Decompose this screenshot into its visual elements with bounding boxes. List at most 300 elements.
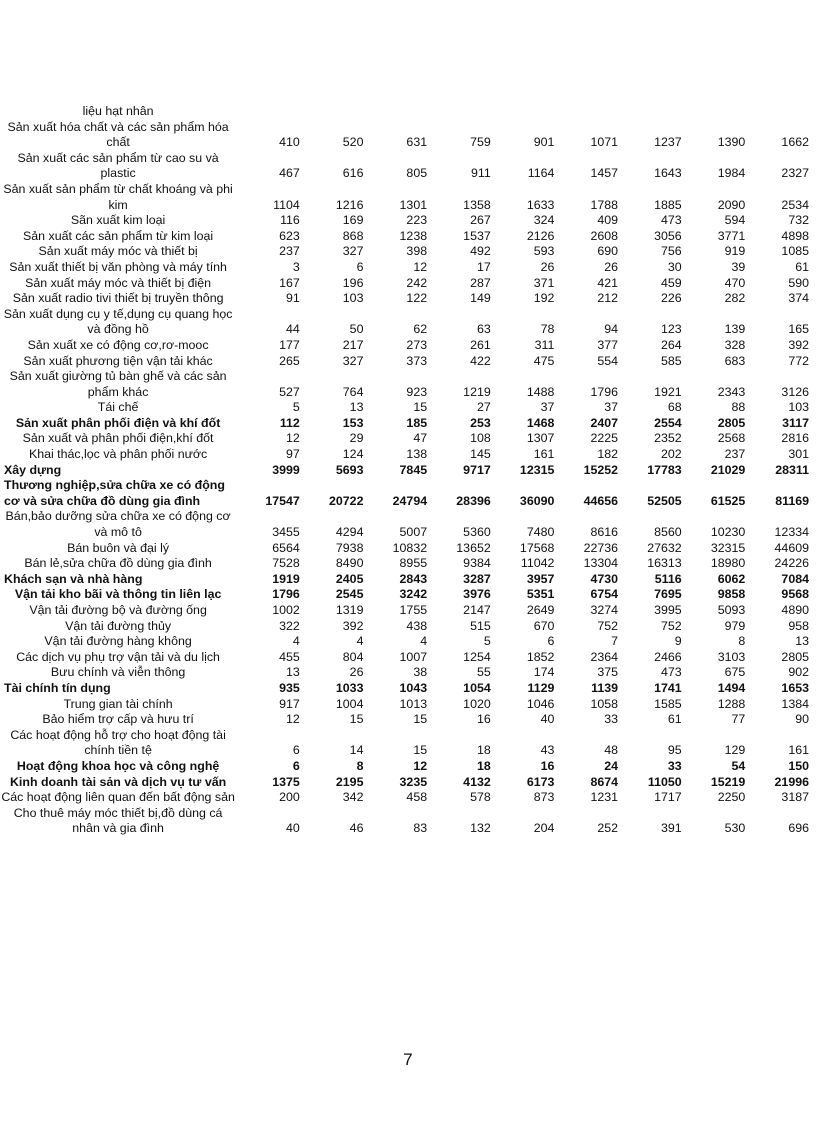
row-value: 8 xyxy=(738,634,746,649)
row-value: 1129 xyxy=(527,680,555,695)
row-value: 752 xyxy=(660,618,682,633)
row-value: 1796 xyxy=(272,587,300,602)
statistics-table-container xyxy=(0,104,816,837)
row-value: 7 xyxy=(611,634,619,649)
row-value: 8 xyxy=(356,758,364,773)
table-row xyxy=(0,665,813,681)
row-label: liệu hạt nhân xyxy=(82,104,154,118)
row-label: Sản xuất và phân phối điện,khí đốt xyxy=(22,431,214,446)
row-value: 252 xyxy=(597,821,619,836)
row-value: 223 xyxy=(406,213,428,228)
table-row xyxy=(0,587,813,603)
row-value: 204 xyxy=(533,821,555,836)
row-value: 873 xyxy=(533,790,555,805)
row-value: 1301 xyxy=(399,197,428,212)
table-row xyxy=(0,260,813,276)
row-value: 5 xyxy=(483,634,491,649)
row-value: 261 xyxy=(470,337,491,352)
row-value: 1216 xyxy=(335,197,364,212)
row-value: 1054 xyxy=(463,680,491,695)
row-value: 103 xyxy=(788,400,809,415)
row-value: 3287 xyxy=(463,571,491,586)
row-value: 409 xyxy=(597,213,619,228)
row-value: 2805 xyxy=(781,649,809,664)
table-row xyxy=(0,775,813,791)
row-value: 24 xyxy=(604,758,619,773)
row-value: 6 xyxy=(547,634,555,649)
row-value: 149 xyxy=(470,291,491,306)
row-value: 81169 xyxy=(775,493,809,508)
row-label: Sản xuất radio tivi thiết bị truyền thông xyxy=(12,291,224,306)
row-value: 5093 xyxy=(717,603,746,617)
row-label: Sản xuất thiết bị văn phòng và máy tính xyxy=(9,259,227,274)
row-value: 88 xyxy=(731,400,746,415)
row-value: 919 xyxy=(724,244,746,259)
row-value: 6 xyxy=(292,743,300,758)
table-row xyxy=(0,416,813,432)
row-label: Bưu chính và viễn thông xyxy=(50,665,186,680)
row-label: Hoạt động khoa học và công nghệ xyxy=(16,758,220,773)
row-value: 2327 xyxy=(781,166,809,181)
row-value: 15252 xyxy=(583,462,619,477)
row-value xyxy=(304,104,368,120)
row-label: Trung gian tài chính xyxy=(63,696,173,711)
row-value: 237 xyxy=(724,447,746,462)
row-value: 150 xyxy=(788,758,809,773)
row-value: 3 xyxy=(292,259,300,274)
row-value: 62 xyxy=(413,322,428,337)
row-value: 520 xyxy=(342,135,364,150)
row-value: 328 xyxy=(724,337,746,352)
row-value: 2364 xyxy=(590,649,619,664)
row-value: 26 xyxy=(604,259,619,274)
row-value: 2805 xyxy=(717,415,746,430)
row-value: 1002 xyxy=(272,603,300,617)
row-value: 5116 xyxy=(654,571,682,586)
row-value: 1058 xyxy=(590,696,619,711)
row-value: 145 xyxy=(470,447,491,462)
row-value xyxy=(622,104,686,120)
row-value: 40 xyxy=(286,821,300,836)
row-value: 1488 xyxy=(526,384,555,399)
row-value: 94 xyxy=(604,322,619,337)
page-number: 7 xyxy=(403,1050,413,1069)
row-value: 1390 xyxy=(717,135,746,150)
row-value: 5693 xyxy=(335,462,364,477)
row-value: 2568 xyxy=(717,431,746,446)
row-value: 421 xyxy=(597,275,619,290)
row-value: 29 xyxy=(349,431,364,446)
table-row xyxy=(0,463,813,479)
row-value: 124 xyxy=(342,447,364,462)
row-value: 1238 xyxy=(399,228,428,243)
row-label: Bán buôn và đại lý xyxy=(67,540,170,555)
row-value: 112 xyxy=(279,415,300,430)
row-value: 1984 xyxy=(717,166,746,181)
row-value: 12315 xyxy=(519,462,555,477)
row-value: 153 xyxy=(342,415,364,430)
row-value: 4 xyxy=(420,634,428,649)
row-label: Khách sạn và nhà hàng xyxy=(4,571,143,586)
row-value: 139 xyxy=(724,322,746,337)
row-value: 7528 xyxy=(272,556,300,571)
row-value: 1468 xyxy=(526,415,555,430)
row-value: 6062 xyxy=(717,571,746,586)
row-value: 422 xyxy=(470,353,491,368)
row-value: 470 xyxy=(724,275,746,290)
row-value: 578 xyxy=(470,790,491,805)
row-label: Thương nghiệp,sửa chữa xe có động cơ và sửa chữa đồ dùng gia đình xyxy=(4,478,225,508)
table-row xyxy=(0,307,813,338)
table-row xyxy=(0,541,813,557)
row-value: 217 xyxy=(342,337,364,352)
row-value: 2545 xyxy=(335,587,364,602)
row-value: 3274 xyxy=(590,603,619,617)
row-value: 138 xyxy=(406,447,428,462)
row-value: 77 xyxy=(731,712,746,727)
row-value: 108 xyxy=(470,431,491,446)
row-value: 16313 xyxy=(647,556,682,571)
row-value: 16 xyxy=(476,712,491,727)
row-value: 5007 xyxy=(399,525,428,540)
table-row xyxy=(0,447,813,463)
row-value: 273 xyxy=(406,337,428,352)
row-value: 10832 xyxy=(392,540,428,555)
row-value: 6 xyxy=(292,758,300,773)
row-value: 515 xyxy=(470,618,491,633)
row-value: 196 xyxy=(342,275,364,290)
row-value: 2554 xyxy=(654,415,682,430)
row-value: 1288 xyxy=(717,696,746,711)
table-row xyxy=(0,728,813,759)
row-value: 4 xyxy=(356,634,364,649)
row-value: 202 xyxy=(660,447,682,462)
row-value: 21029 xyxy=(710,462,746,477)
row-value: 15 xyxy=(349,712,364,727)
row-value: 61 xyxy=(795,259,809,274)
row-value: 22736 xyxy=(583,540,619,555)
row-value xyxy=(686,104,750,120)
row-value: 185 xyxy=(406,415,428,430)
row-value: 2195 xyxy=(335,774,364,789)
table-row xyxy=(0,276,813,292)
row-value: 1885 xyxy=(654,197,682,212)
row-value: 8955 xyxy=(399,556,428,571)
row-value: 1494 xyxy=(717,680,746,695)
row-value: 391 xyxy=(660,821,682,836)
row-value: 177 xyxy=(279,337,300,352)
row-value: 398 xyxy=(406,244,428,259)
row-value: 43 xyxy=(540,743,555,758)
row-value: 3187 xyxy=(781,790,809,805)
table-row xyxy=(0,806,813,837)
row-label: Sãn xuất kim loại xyxy=(70,213,166,228)
row-value: 1043 xyxy=(399,680,428,695)
row-value: 1085 xyxy=(781,244,809,259)
row-value: 6564 xyxy=(272,540,300,555)
row-value: 683 xyxy=(724,353,746,368)
row-label: Xây dựng xyxy=(4,462,62,477)
row-value: 2343 xyxy=(717,384,746,399)
row-label: Cho thuê máy móc thiết bị,đồ dùng cá nhân và gia đình xyxy=(13,805,223,836)
row-value: 772 xyxy=(788,353,809,368)
row-value xyxy=(749,104,813,120)
row-value: 1358 xyxy=(463,197,491,212)
row-value: 8616 xyxy=(590,525,619,540)
row-value: 327 xyxy=(342,244,364,259)
row-value: 54 xyxy=(731,758,746,773)
row-value: 455 xyxy=(279,649,300,664)
row-value: 40 xyxy=(540,712,555,727)
row-value: 377 xyxy=(597,337,619,352)
row-value: 696 xyxy=(788,821,809,836)
row-value: 13 xyxy=(286,665,300,680)
row-value: 11042 xyxy=(520,556,555,571)
row-value: 52505 xyxy=(647,493,682,508)
row-value: 1007 xyxy=(399,649,428,664)
row-value: 1788 xyxy=(590,197,619,212)
row-label: Vận tải đường thủy xyxy=(65,618,172,633)
row-value: 492 xyxy=(470,244,491,259)
table-row xyxy=(0,572,813,588)
row-value: 324 xyxy=(533,213,555,228)
row-value: 752 xyxy=(597,618,619,633)
row-value: 458 xyxy=(406,790,428,805)
row-value: 200 xyxy=(279,790,300,805)
row-value: 616 xyxy=(342,166,364,181)
row-value: 593 xyxy=(533,244,555,259)
table-row xyxy=(0,603,813,619)
row-value: 16 xyxy=(540,758,555,773)
row-value: 670 xyxy=(533,618,555,633)
row-label: Bảo hiểm trợ cấp và hưu trí xyxy=(42,712,194,727)
row-value: 6173 xyxy=(526,774,555,789)
row-value: 1384 xyxy=(781,696,809,711)
table-row xyxy=(0,291,813,307)
row-value: 1071 xyxy=(590,135,619,150)
row-value: 1662 xyxy=(781,135,809,150)
row-value: 17783 xyxy=(647,462,682,477)
row-value: 3771 xyxy=(717,228,746,243)
row-value: 1254 xyxy=(463,649,491,664)
row-value: 68 xyxy=(667,400,682,415)
row-value: 868 xyxy=(342,228,364,243)
row-value: 9384 xyxy=(463,556,491,571)
row-value: 48 xyxy=(604,743,619,758)
row-value: 459 xyxy=(660,275,682,290)
table-row xyxy=(0,712,813,728)
table-row xyxy=(0,400,813,416)
row-value: 7084 xyxy=(781,571,809,586)
row-value: 46 xyxy=(349,821,364,836)
row-label: Vận tải đường hàng không xyxy=(44,634,192,649)
table-row xyxy=(0,556,813,572)
table-row xyxy=(0,790,813,806)
row-value: 1796 xyxy=(590,384,619,399)
row-value: 3995 xyxy=(654,603,682,617)
row-value: 6 xyxy=(356,259,364,274)
row-value: 287 xyxy=(470,275,491,290)
row-value: 2147 xyxy=(463,603,491,617)
table-row xyxy=(0,369,813,400)
row-label: Tái chế xyxy=(97,400,139,415)
row-value: 17547 xyxy=(265,493,300,508)
row-value: 3455 xyxy=(272,525,300,540)
row-value: 623 xyxy=(279,228,300,243)
row-label: Vận tải kho bãi và thông tin liên lạc xyxy=(14,587,222,602)
table-row xyxy=(0,244,813,260)
row-value: 473 xyxy=(660,665,682,680)
row-value: 392 xyxy=(788,337,809,352)
row-value: 6754 xyxy=(590,587,619,602)
row-value: 8674 xyxy=(590,774,619,789)
row-value: 265 xyxy=(279,353,300,368)
row-value: 9 xyxy=(674,634,682,649)
row-value xyxy=(495,104,559,120)
row-value: 264 xyxy=(660,337,682,352)
row-value xyxy=(240,104,304,120)
row-value: 161 xyxy=(788,743,809,758)
row-label: Sản xuất máy móc và thiết bị xyxy=(38,244,198,259)
row-value: 12 xyxy=(413,259,428,274)
row-value: 732 xyxy=(788,213,809,228)
row-value: 165 xyxy=(788,322,809,337)
row-value: 50 xyxy=(349,322,364,337)
row-value: 322 xyxy=(279,618,300,633)
row-value: 15 xyxy=(413,712,428,727)
row-value: 4 xyxy=(292,634,300,649)
table-row xyxy=(0,151,813,182)
row-value: 2534 xyxy=(781,197,809,212)
row-value xyxy=(431,104,495,120)
row-value: 212 xyxy=(597,291,619,306)
row-value: 9717 xyxy=(463,462,491,477)
row-value: 3235 xyxy=(399,774,428,789)
row-value: 37 xyxy=(604,400,619,415)
row-value: 5 xyxy=(292,400,300,415)
row-value: 27632 xyxy=(647,540,682,555)
row-value: 38 xyxy=(413,665,428,680)
row-value: 375 xyxy=(597,665,619,680)
row-value: 8490 xyxy=(335,556,364,571)
row-value: 902 xyxy=(788,665,809,680)
row-label: Sản xuất các sản phẩm từ kim loại xyxy=(23,228,214,243)
row-value: 95 xyxy=(667,743,682,758)
row-value: 301 xyxy=(788,447,809,462)
row-value: 1020 xyxy=(463,696,491,711)
row-value: 1919 xyxy=(272,571,300,586)
row-value: 1921 xyxy=(654,384,682,399)
row-value: 8560 xyxy=(654,525,682,540)
row-value: 5360 xyxy=(463,525,491,540)
row-value: 132 xyxy=(470,821,491,836)
row-value: 1104 xyxy=(273,197,300,212)
row-value: 282 xyxy=(724,291,746,306)
table-row xyxy=(0,509,813,540)
row-value: 923 xyxy=(406,384,428,399)
row-value: 4730 xyxy=(590,571,619,586)
row-value: 83 xyxy=(413,821,428,836)
row-value: 311 xyxy=(534,337,555,352)
row-value: 161 xyxy=(533,447,555,462)
row-label: Các hoạt động liên quan đến bất động sản xyxy=(1,790,235,805)
row-value: 192 xyxy=(533,291,555,306)
row-value: 4898 xyxy=(781,228,809,243)
row-value: 2126 xyxy=(526,228,555,243)
row-value: 123 xyxy=(660,322,682,337)
row-value: 690 xyxy=(597,244,619,259)
row-value: 24226 xyxy=(774,556,809,571)
row-value: 242 xyxy=(406,275,428,290)
row-value: 1852 xyxy=(526,649,555,664)
row-value: 36090 xyxy=(519,493,555,508)
row-value: 1164 xyxy=(527,166,555,181)
row-value: 226 xyxy=(660,291,682,306)
row-value: 759 xyxy=(470,135,491,150)
row-value: 9568 xyxy=(781,587,809,602)
row-value: 374 xyxy=(788,291,809,306)
row-value: 1013 xyxy=(399,696,428,711)
row-value: 17 xyxy=(476,259,491,274)
row-value xyxy=(558,104,622,120)
row-label: Sản xuất sản phẩm từ chất khoáng và phi kim xyxy=(3,181,233,212)
row-value: 15219 xyxy=(710,774,746,789)
row-value: 7938 xyxy=(335,540,364,555)
row-value: 12 xyxy=(413,758,428,773)
row-label: Sản xuất máy móc và thiết bị điện xyxy=(25,275,212,290)
row-value: 911 xyxy=(470,166,491,181)
row-value: 182 xyxy=(597,447,619,462)
row-value: 20722 xyxy=(329,493,364,508)
row-value: 267 xyxy=(470,213,491,228)
row-label: Các hoạt động hỗ trợ cho hoạt động tài chính tiền tệ xyxy=(10,727,226,758)
row-value: 2352 xyxy=(654,431,682,446)
row-value: 17568 xyxy=(519,540,555,555)
row-value xyxy=(367,104,431,120)
row-value: 2608 xyxy=(590,228,619,243)
row-value: 12334 xyxy=(774,525,809,540)
row-value: 3957 xyxy=(526,571,555,586)
table-row xyxy=(0,338,813,354)
row-value: 410 xyxy=(279,135,300,150)
row-value: 373 xyxy=(406,353,428,368)
row-value: 18980 xyxy=(710,556,746,571)
row-value: 805 xyxy=(406,166,428,181)
row-value: 2225 xyxy=(590,431,619,446)
row-value: 253 xyxy=(470,415,491,430)
row-label: Vận tải đường bộ và đường ống xyxy=(29,603,207,617)
row-value: 33 xyxy=(667,758,682,773)
row-value: 4294 xyxy=(335,525,364,540)
row-value: 1307 xyxy=(526,431,555,446)
row-value: 1755 xyxy=(399,603,428,617)
row-value: 32315 xyxy=(710,540,746,555)
row-value: 527 xyxy=(279,384,300,399)
row-value: 2816 xyxy=(781,431,809,446)
row-value: 2649 xyxy=(526,603,555,617)
row-value: 90 xyxy=(795,712,809,727)
row-value: 756 xyxy=(660,244,682,259)
row-value: 1237 xyxy=(654,135,682,150)
row-value: 473 xyxy=(660,213,682,228)
row-value: 3103 xyxy=(717,649,746,664)
row-label: Sản xuất xe có động cơ,rơ-mooc xyxy=(27,337,209,352)
row-value: 935 xyxy=(279,680,300,695)
row-value: 11050 xyxy=(647,774,682,789)
row-value: 15 xyxy=(413,400,428,415)
row-value: 631 xyxy=(406,135,428,150)
row-value: 14 xyxy=(349,743,364,758)
